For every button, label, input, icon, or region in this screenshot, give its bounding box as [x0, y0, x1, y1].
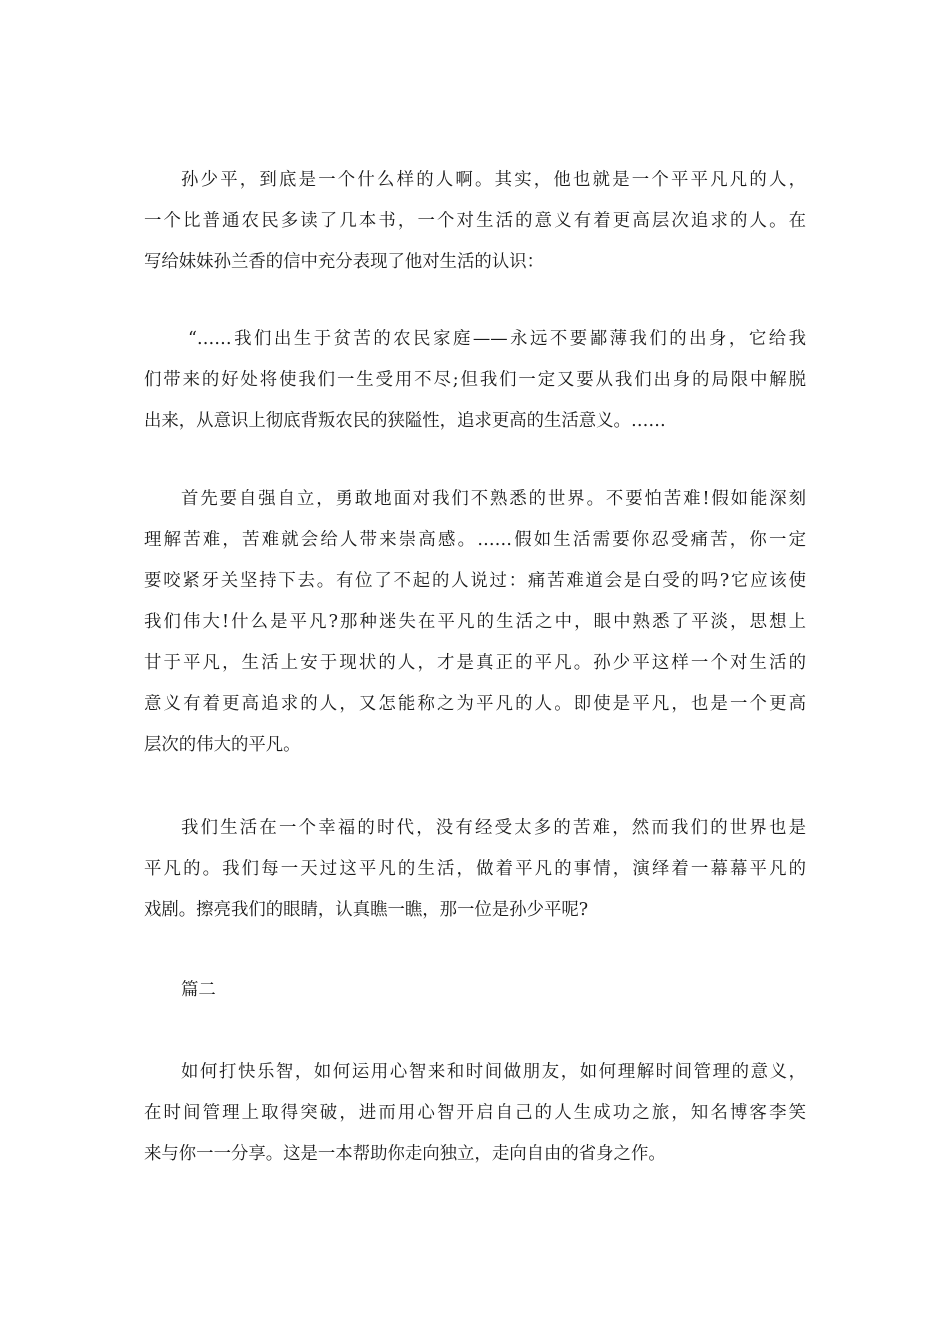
text-line: 一个比普通农民多读了几本书，一个对生活的意义有着更高层次追求的人。在 — [144, 211, 806, 231]
text-line: 们带来的好处将使我们一生受用不尽;但我们一定又要从我们出身的局限中解脱 — [144, 370, 806, 390]
section-title: 篇二 — [181, 980, 216, 1000]
paragraph-5 — [144, 1052, 806, 1175]
text-line: 层次的伟大的平凡。 — [144, 735, 301, 755]
text-line: 孙少平，到底是一个什么样的人啊。其实，他也就是一个平平凡凡的人， — [181, 170, 806, 190]
text-line: 理解苦难，苦难就会给人带来崇高感。……假如生活需要你忍受痛苦，你一定 — [144, 530, 806, 550]
text-line: 平凡的。我们每一天过这平凡的生活，做着平凡的事情，演绎着一幕幕平凡的 — [144, 859, 806, 879]
text-line: 在时间管理上取得突破，进而用心智开启自己的人生成功之旅，知名博客李笑 — [144, 1103, 806, 1123]
text-line: 来与你一一分享。这是一本帮助你走向独立，走向自由的省身之作。 — [144, 1144, 666, 1164]
paragraph-2 — [144, 319, 806, 442]
text-line: 写给妹妹孙兰香的信中充分表现了他对生活的认识： — [144, 252, 544, 272]
text-line: 首先要自强自立，勇敢地面对我们不熟悉的世界。不要怕苦难!假如能深刻 — [181, 489, 806, 509]
text-line: 我们伟大!什么是平凡?那种迷失在平凡的生活之中，眼中熟悉了平淡，思想上 — [144, 612, 806, 632]
paragraph-4 — [144, 808, 806, 931]
text-line: 意义有着更高追求的人，又怎能称之为平凡的人。即使是平凡，也是一个更高 — [144, 694, 806, 714]
text-line: 戏剧。擦亮我们的眼睛，认真瞧一瞧，那一位是孙少平呢? — [144, 900, 589, 920]
text-line: 出来，从意识上彻底背叛农民的狭隘性，追求更高的生活意义。…… — [144, 411, 666, 431]
text-line: 如何打快乐智，如何运用心智来和时间做朋友，如何理解时间管理的意义， — [181, 1062, 806, 1082]
section-heading — [144, 970, 806, 1011]
paragraph-1 — [144, 160, 806, 283]
text-line: 我们生活在一个幸福的时代，没有经受太多的苦难，然而我们的世界也是 — [181, 818, 806, 838]
text-line: 甘于平凡，生活上安于现状的人，才是真正的平凡。孙少平这样一个对生活的 — [144, 653, 806, 673]
text-line: 要咬紧牙关坚持下去。有位了不起的人说过：痛苦难道会是白受的吗?它应该使 — [144, 571, 806, 591]
text-line: “……我们出生于贫苦的农民家庭——永远不要鄙薄我们的出身，它给我 — [188, 329, 806, 349]
paragraph-3 — [144, 479, 806, 766]
